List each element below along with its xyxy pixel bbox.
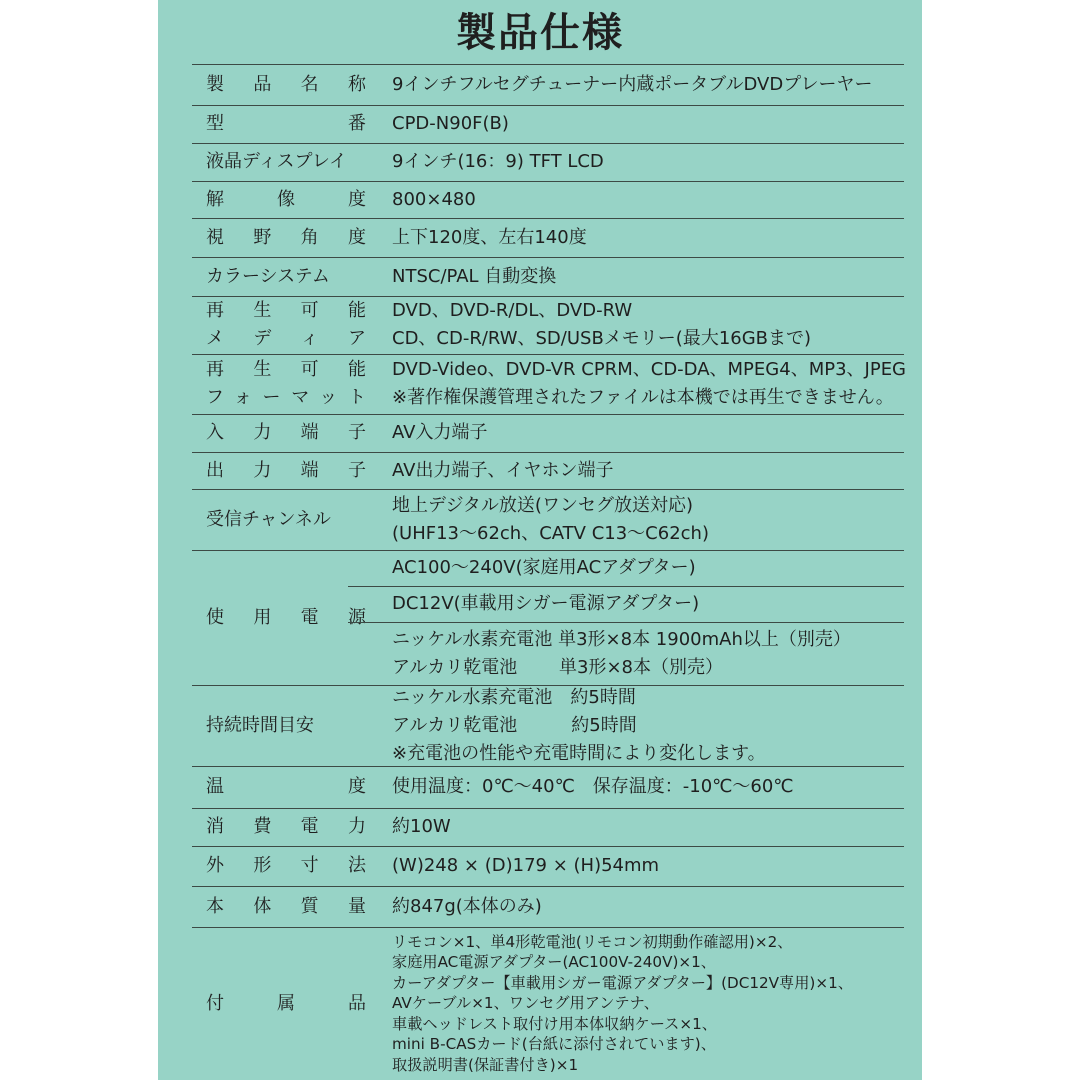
spec-label-text: 温 度 [206, 776, 366, 797]
page-title: 製品仕様 [456, 10, 624, 56]
spec-value [392, 886, 922, 927]
spec-value-line: NTSC/PAL 自動変換 [392, 265, 557, 287]
spec-value-line: CPD-N90F(B) [392, 113, 509, 134]
spec-value [392, 64, 922, 105]
spec-value [392, 105, 922, 143]
spec-label-text: 本 体 質 量 [206, 895, 366, 917]
spec-value [392, 218, 922, 257]
spec-value [392, 622, 922, 685]
spec-row [192, 143, 904, 181]
spec-label [206, 105, 366, 143]
spec-row [192, 886, 904, 927]
spec-row [192, 105, 904, 143]
spec-value [392, 550, 922, 586]
spec-row [192, 452, 904, 489]
spec-label [206, 808, 366, 846]
spec-label-text: 付 属 品 [206, 992, 366, 1014]
spec-row [192, 64, 904, 105]
spec-value-line: AVケーブル×1、ワンセグ用アンテナ、 [392, 994, 659, 1013]
spec-label-text: 型 番 [206, 113, 366, 134]
spec-label [206, 143, 366, 181]
spec-value-line: 約10W [392, 816, 451, 837]
spec-value-line: CD、CD-R/RW、SD/USBメモリー(最大16GBまで) [392, 328, 812, 349]
spec-label [206, 685, 366, 766]
spec-label-text: 外 形 寸 法 [206, 855, 366, 876]
spec-value-line: ニッケル水素充電池 約5時間 [392, 686, 636, 708]
spec-label-text: 製 品 名 称 [206, 73, 366, 95]
spec-row [192, 257, 904, 296]
spec-label [206, 296, 366, 354]
spec-value-line: (W)248 × (D)179 × (H)54mm [392, 855, 660, 876]
spec-value [392, 808, 922, 846]
spec-label [206, 414, 366, 452]
spec-value [392, 257, 922, 296]
spec-label [206, 181, 366, 218]
spec-row [192, 846, 904, 886]
spec-label [206, 64, 366, 105]
spec-label-text: 消 費 電 力 [206, 816, 366, 837]
spec-value [392, 354, 922, 414]
spec-row [192, 414, 904, 452]
spec-label-text: 受信チャンネル [206, 508, 331, 530]
spec-value-line: AV入力端子 [392, 422, 488, 443]
spec-value [392, 927, 922, 1080]
spec-row [192, 766, 904, 808]
spec-label [206, 452, 366, 489]
spec-label [206, 550, 366, 685]
spec-value-line: 車載ヘッドレスト取付け用本体収納ケース×1、 [392, 1014, 717, 1033]
spec-label-text: 液晶ディスプレイ [206, 151, 347, 172]
spec-label-text: 持続時間目安 [206, 714, 314, 736]
spec-value-line: 取扱説明書(保証書付き)×1 [392, 1055, 579, 1074]
spec-row [192, 550, 904, 685]
spec-label-text: 使 用 電 源 [206, 606, 366, 628]
spec-label [206, 489, 366, 550]
spec-label-text: 入 力 端 子 [206, 422, 366, 443]
spec-value-line: ※充電池の性能や充電時間により変化します。 [392, 742, 766, 764]
spec-row [192, 218, 904, 257]
spec-label-text: 再 生 可 能 フォーマット [206, 359, 366, 408]
spec-value [392, 586, 922, 622]
spec-label-text: 視 野 角 度 [206, 226, 366, 248]
spec-panel [158, 0, 922, 1080]
spec-value-line: 家庭用AC電源アダプター(AC100V-240V)×1、 [392, 953, 716, 972]
spec-value-line: mini B-CASカード(台紙に添付されています)、 [392, 1035, 716, 1054]
spec-row [192, 685, 904, 766]
spec-label-text: 解 像 度 [206, 188, 366, 210]
spec-value-line: 約847g(本体のみ) [392, 895, 542, 917]
spec-value-line: 9インチ(16：9) TFT LCD [392, 151, 604, 172]
spec-row [192, 927, 904, 1080]
spec-label [206, 766, 366, 808]
spec-value-line: AC100〜240V(家庭用ACアダプター) [392, 557, 696, 578]
spec-value-line: カーアダプター【車載用シガー電源アダプター】(DC12V専用)×1、 [392, 973, 853, 992]
spec-value-line: DVD-Video、DVD-VR CPRM、CD-DA、MPEG4、MP3、JPEG [392, 359, 907, 380]
spec-row [192, 354, 907, 414]
spec-label [206, 257, 366, 296]
spec-value-line: 800×480 [392, 188, 476, 210]
spec-value-line: 使用温度：0℃〜40℃ 保存温度：-10℃〜60℃ [392, 776, 794, 797]
spec-value-line: アルカリ乾電池 約5時間 [392, 714, 637, 736]
spec-row [192, 489, 904, 550]
spec-value [392, 181, 922, 218]
spec-label-text: 再 生 可 能 メ デ ィ ア [206, 300, 366, 349]
spec-value-line: アルカリ乾電池 単3形×8本（別売） [392, 656, 723, 678]
spec-value-line: (UHF13〜62ch、CATV C13〜C62ch) [392, 522, 709, 544]
spec-value [392, 143, 922, 181]
spec-value-line: ※著作権保護管理されたファイルは本機では再生できません。 [392, 387, 894, 408]
spec-value [392, 296, 922, 354]
spec-label [206, 354, 366, 414]
spec-label-text: 出 力 端 子 [206, 459, 366, 481]
spec-value [392, 685, 922, 766]
spec-label-text: カラーシステム [206, 265, 330, 287]
spec-value-line: 地上デジタル放送(ワンセグ放送対応) [392, 494, 693, 516]
spec-value-line: AV出力端子、イヤホン端子 [392, 459, 614, 481]
divider [348, 586, 904, 587]
spec-value [392, 766, 922, 808]
spec-row [192, 808, 904, 846]
spec-row [192, 181, 904, 218]
spec-value [392, 452, 922, 489]
divider [348, 622, 904, 623]
spec-label [206, 886, 366, 927]
spec-value-line: 9インチフルセグチューナー内蔵ポータブルDVDプレーヤー [392, 73, 873, 95]
spec-value-line: ニッケル水素充電池 単3形×8本 1900mAh以上（別売） [392, 628, 851, 650]
spec-label [206, 927, 366, 1080]
spec-value-line: 上下120度、左右140度 [392, 226, 587, 248]
spec-value-line: DC12V(車載用シガー電源アダプター) [392, 593, 700, 614]
spec-value [392, 846, 922, 886]
spec-value [392, 489, 922, 550]
spec-row [192, 296, 904, 354]
spec-value-line: DVD、DVD-R/DL、DVD-RW [392, 300, 633, 321]
spec-value-line: リモコン×1、単4形乾電池(リモコン初期動作確認用)×2、 [392, 932, 793, 951]
spec-value [392, 414, 922, 452]
spec-label [206, 846, 366, 886]
spec-label [206, 218, 366, 257]
